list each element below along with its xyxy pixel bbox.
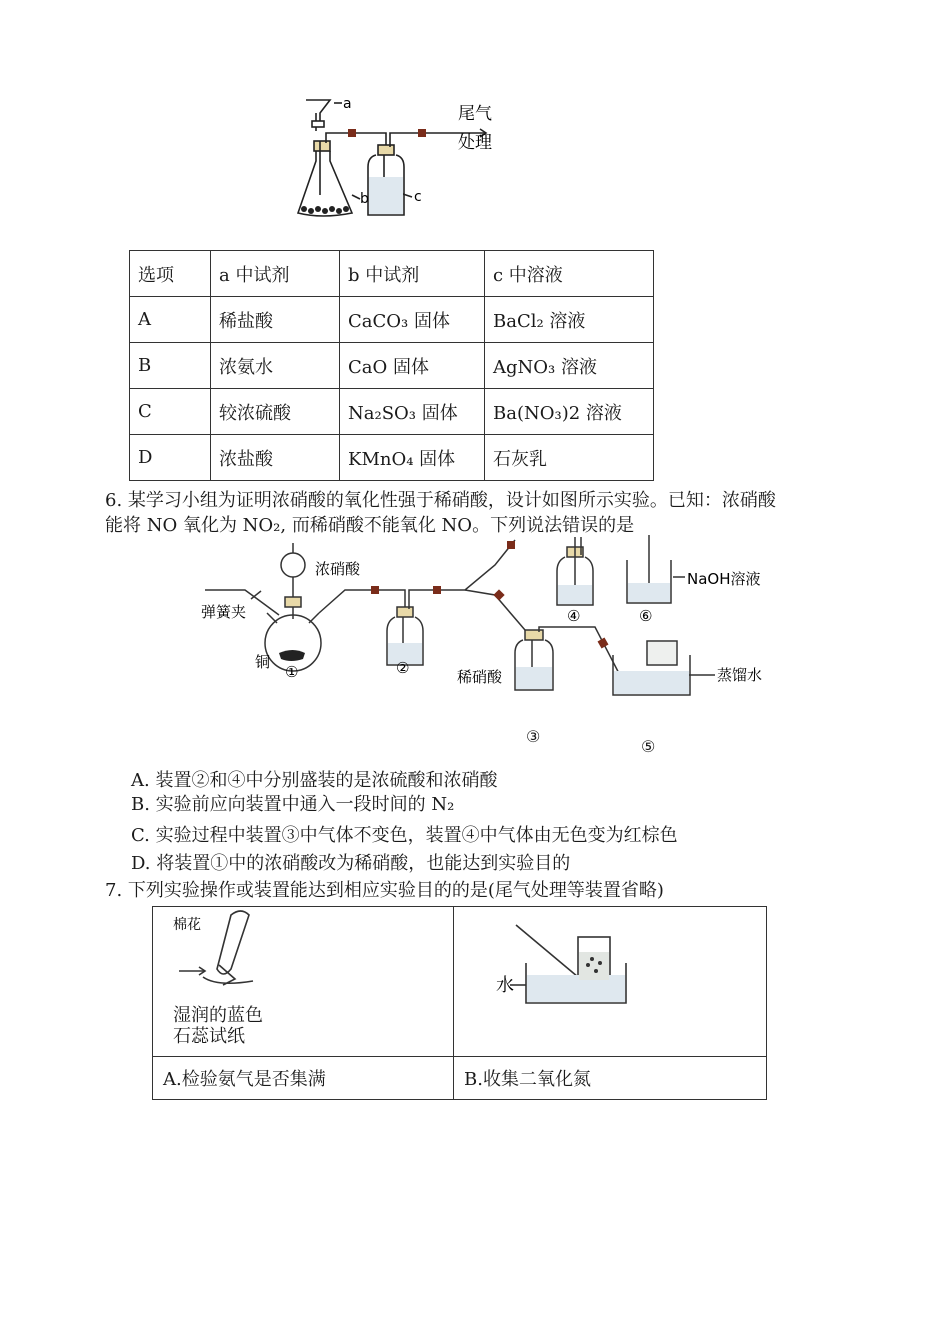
- table-row: [130, 435, 654, 481]
- table-row: [130, 389, 654, 435]
- header-c: c 中溶液: [485, 251, 654, 297]
- label-cotton: 棉花: [173, 917, 201, 933]
- label-naoh-solution: NaOH溶液: [687, 570, 761, 588]
- question-6-line2: 能将 NO 氧化为 NO₂, 而稀硝酸不能氧化 NO。下列说法错误的是: [105, 515, 635, 536]
- cell-figure-b: [454, 907, 767, 1057]
- label-c: c: [414, 189, 422, 205]
- header-b: b 中试剂: [340, 251, 485, 297]
- header-option: 选项: [130, 251, 211, 297]
- option-b: B. 实验前应向装置中通入一段时间的 N₂: [131, 794, 455, 815]
- label-n6: ⑥: [639, 607, 653, 625]
- label-litmus-line2: 石蕊试纸: [173, 1026, 245, 1047]
- question-7-stem: 7. 下列实验操作或装置能达到相应实验目的的是(尾气处理等装置省略): [105, 880, 664, 901]
- table-cell: 浓盐酸: [211, 435, 340, 481]
- table-header-row: [130, 251, 654, 297]
- table-cell: CaCO₃ 固体: [340, 297, 485, 343]
- tail-gas-line2: 处理: [458, 133, 492, 153]
- table-cell: 浓氨水: [211, 343, 340, 389]
- label-a: a: [343, 96, 352, 112]
- label-n4: ④: [567, 607, 581, 625]
- label-n5: ⑤: [641, 737, 656, 756]
- apparatus-figure-q5: [290, 95, 520, 225]
- option-a: A. 装置②和④中分别盛装的是浓硫酸和浓硝酸: [131, 770, 498, 791]
- table-cell: Ba(NO₃)2 溶液: [485, 389, 654, 435]
- table-cell: D: [130, 435, 211, 481]
- table-cell: 稀盐酸: [211, 297, 340, 343]
- table-cell: 较浓硫酸: [211, 389, 340, 435]
- label-copper: 铜: [255, 653, 271, 671]
- question-7-table: [152, 906, 767, 1100]
- apparatus-figure-q6: [195, 535, 775, 700]
- reagent-table: [129, 250, 654, 481]
- answer-b: B.收集二氧化氮: [454, 1057, 767, 1100]
- label-litmus-line1: 湿润的蓝色: [173, 1005, 263, 1026]
- label-n3: ③: [526, 727, 541, 746]
- label-b: b: [360, 191, 369, 207]
- no2-collection-figure: [454, 907, 766, 1056]
- label-dil-nitric-acid: 稀硝酸: [457, 668, 503, 686]
- table-cell: CaO 固体: [340, 343, 485, 389]
- label-n1: ①: [285, 663, 299, 681]
- answer-row: [153, 1057, 767, 1100]
- table-cell: A: [130, 297, 211, 343]
- table-cell: KMnO₄ 固体: [340, 435, 485, 481]
- cell-figure-a: [153, 907, 454, 1057]
- table-cell: AgNO₃ 溶液: [485, 343, 654, 389]
- label-water: 水: [496, 975, 514, 996]
- option-c: C. 实验过程中装置③中气体不变色，装置④中气体由无色变为红棕色: [131, 825, 678, 846]
- label-litmus-paper: [173, 1005, 263, 1047]
- option-d: D. 将装置①中的浓硝酸改为稀硝酸，也能达到实验目的: [131, 853, 571, 874]
- label-n2: ②: [396, 659, 410, 677]
- table-row: [130, 343, 654, 389]
- label-spring-clamp: 弹簧夹: [201, 603, 247, 621]
- tail-gas-line1: 尾气: [458, 104, 492, 124]
- table-cell: BaCl₂ 溶液: [485, 297, 654, 343]
- table-row: [130, 297, 654, 343]
- figure-row: [153, 907, 767, 1057]
- table-cell: C: [130, 389, 211, 435]
- label-conc-nitric-acid: 浓硝酸: [315, 560, 361, 578]
- label-distilled-water: 蒸馏水: [717, 666, 763, 684]
- answer-a: A.检验氨气是否集满: [153, 1057, 454, 1100]
- table-cell: 石灰乳: [485, 435, 654, 481]
- table-cell: B: [130, 343, 211, 389]
- question-6-line1: 6. 某学习小组为证明浓硝酸的氧化性强于稀硝酸，设计如图所示实验。已知：浓硝酸: [105, 490, 776, 511]
- header-a: a 中试剂: [211, 251, 340, 297]
- table-cell: Na₂SO₃ 固体: [340, 389, 485, 435]
